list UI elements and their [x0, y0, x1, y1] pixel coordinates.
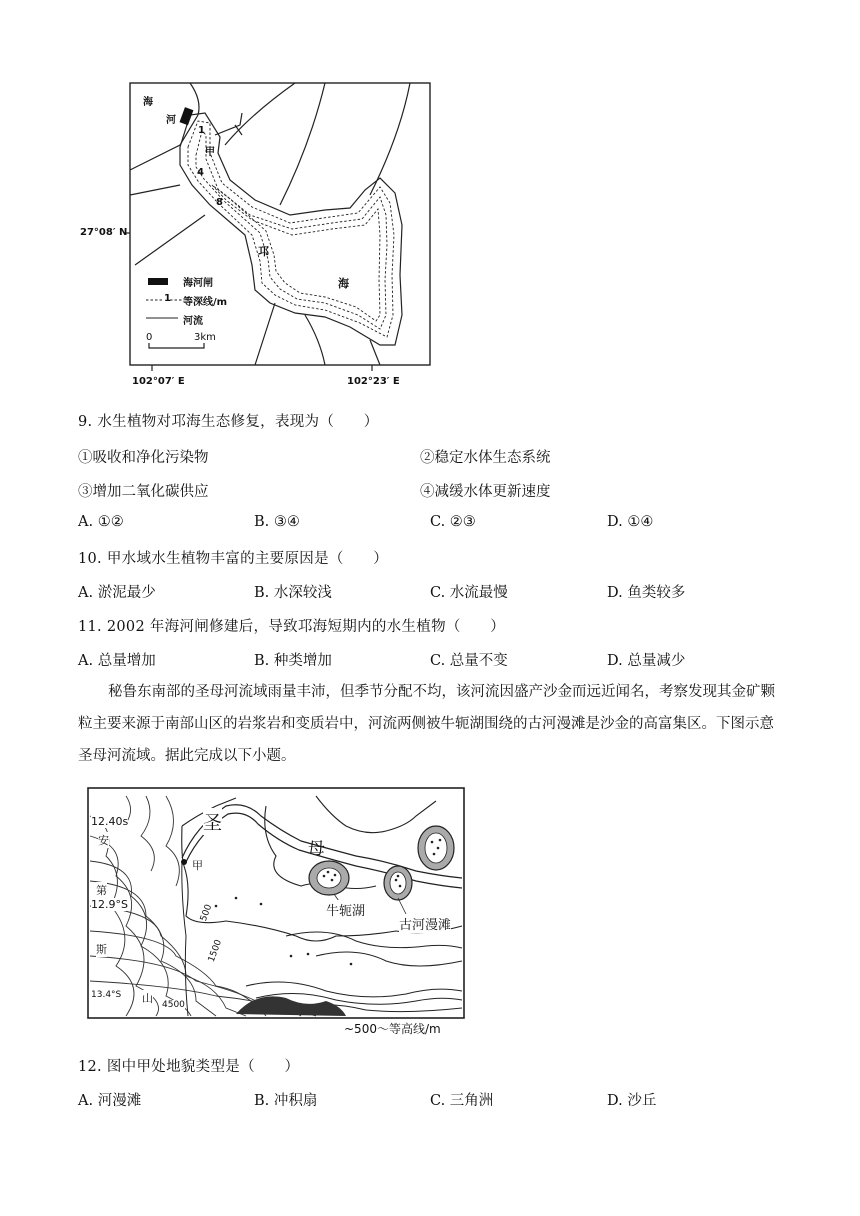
- map2-lat-2: 12.9°S: [91, 898, 128, 911]
- q11-stem: 11. 2002 年海河闸修建后，导致邛海短期内的水生植物（ ）: [78, 619, 506, 635]
- map2-lat-3: 13.4°S: [91, 990, 122, 1000]
- lon-right-label: 102°23′ E: [347, 376, 400, 387]
- map2-elev-1500: 1500: [206, 938, 225, 964]
- q10-option-c[interactable]: C. 水流最慢: [430, 585, 508, 601]
- map2-label-shan: 山: [142, 992, 153, 1005]
- map2-label-jia: 甲: [192, 859, 203, 872]
- oxbow-lakes: [309, 826, 454, 900]
- map2-label-an: 安: [98, 834, 109, 847]
- legend-isobath-sample: 1: [164, 293, 171, 304]
- map2-label-si: 斯: [96, 943, 107, 956]
- q9-option-b[interactable]: B. ③④: [254, 514, 300, 530]
- river-10: [305, 315, 325, 365]
- madre-de-dios-map: [86, 786, 466, 1034]
- isobath-8m: [212, 185, 380, 321]
- river-4: [225, 83, 295, 145]
- river-8: [130, 185, 180, 195]
- scale-zero: 0: [146, 332, 153, 343]
- q12-option-d[interactable]: D. 沙丘: [607, 1093, 657, 1109]
- q11-option-a[interactable]: A. 总量增加: [78, 653, 156, 669]
- map2-label-sheng: 圣: [203, 808, 222, 835]
- q9-option-c[interactable]: C. ②③: [430, 514, 476, 530]
- lat-label: 27°08′ N: [80, 227, 128, 238]
- label-jia: 甲: [205, 147, 215, 158]
- q11-option-c[interactable]: C. 总量不变: [430, 653, 508, 669]
- q9-stem: 9. 水生植物对邛海生态修复，表现为（ ）: [78, 414, 379, 430]
- q12-option-a[interactable]: A. 河漫滩: [78, 1093, 142, 1109]
- legend-river-label: 河流: [183, 316, 203, 327]
- q9-item-3: ③增加二氧化碳供应: [78, 484, 209, 500]
- q12-option-c[interactable]: C. 三角洲: [430, 1093, 494, 1109]
- q9-item-1: ①吸收和净化污染物: [78, 450, 209, 466]
- q9-option-d[interactable]: D. ①④: [607, 514, 654, 530]
- label-hai-main: 海: [338, 277, 349, 290]
- label-hai-top: 海: [143, 97, 153, 108]
- label-depth-1: 1: [198, 125, 205, 136]
- map2-label-oxbow: 牛轭湖: [326, 900, 365, 919]
- map2-label-mu: 母: [308, 839, 325, 859]
- q12-option-b[interactable]: B. 冲积扇: [254, 1093, 318, 1109]
- legend-isobath-label: 等深线/m: [183, 297, 228, 308]
- q10-option-d[interactable]: D. 鱼类较多: [607, 585, 686, 601]
- qionghai-map-drawing: [80, 75, 440, 395]
- legend-sluice-symbol: [148, 278, 168, 285]
- map2-elev-500: 500: [198, 903, 215, 923]
- map2-label-di: 第: [96, 884, 107, 897]
- point-jia: [181, 859, 187, 865]
- q10-option-a[interactable]: A. 淤泥最少: [78, 585, 156, 601]
- qionghai-map: [80, 75, 440, 395]
- map2-legend: ~500～等高线/m: [344, 1022, 441, 1036]
- river-12: [135, 215, 205, 265]
- lon-left-label: 102°07′ E: [132, 376, 185, 387]
- map2-label-floodplain: 古河漫滩: [399, 914, 451, 933]
- river-6: [370, 83, 410, 195]
- sluice-marker: [180, 107, 194, 125]
- q9-option-a[interactable]: A. ①②: [78, 514, 124, 530]
- map2-elev-4500: 4500: [162, 1000, 185, 1010]
- label-depth-8: 8: [216, 197, 223, 208]
- scale-bar: [149, 343, 204, 348]
- q9-item-4: ④减缓水体更新速度: [420, 484, 551, 500]
- label-depth-4: 4: [197, 167, 204, 178]
- scale-end: 3km: [194, 332, 216, 343]
- q12-stem: 12. 图中甲处地貌类型是（ ）: [78, 1059, 300, 1075]
- map2-lat-1: 12.40s: [91, 815, 129, 828]
- passage-text: 秘鲁东南部的圣母河流域雨量丰沛，但季节分配不均，该河流因盛产沙金而远近闻名，考察发现其金矿颗粒主要来源于南部山区的岩浆岩和变质岩中，河流两侧被牛轭湖围绕的古河漫滩是沙金的高富集区。下图示意圣母河流域。据此完成以下小题。: [78, 684, 775, 764]
- q11-option-d[interactable]: D. 总量减少: [607, 653, 686, 669]
- legend-sluice-label: 海河闸: [183, 278, 213, 289]
- label-he: 河: [166, 115, 176, 126]
- q11-option-b[interactable]: B. 种类增加: [254, 653, 332, 669]
- river-5: [280, 83, 325, 205]
- q10-option-b[interactable]: B. 水深较浅: [254, 585, 332, 601]
- q9-item-2: ②稳定水体生态系统: [420, 450, 551, 466]
- river-9: [255, 303, 275, 365]
- q10-stem: 10. 甲水域水生植物丰富的主要原因是（ ）: [78, 551, 389, 567]
- river-3: [215, 113, 242, 135]
- label-qiong: 邛: [258, 245, 269, 258]
